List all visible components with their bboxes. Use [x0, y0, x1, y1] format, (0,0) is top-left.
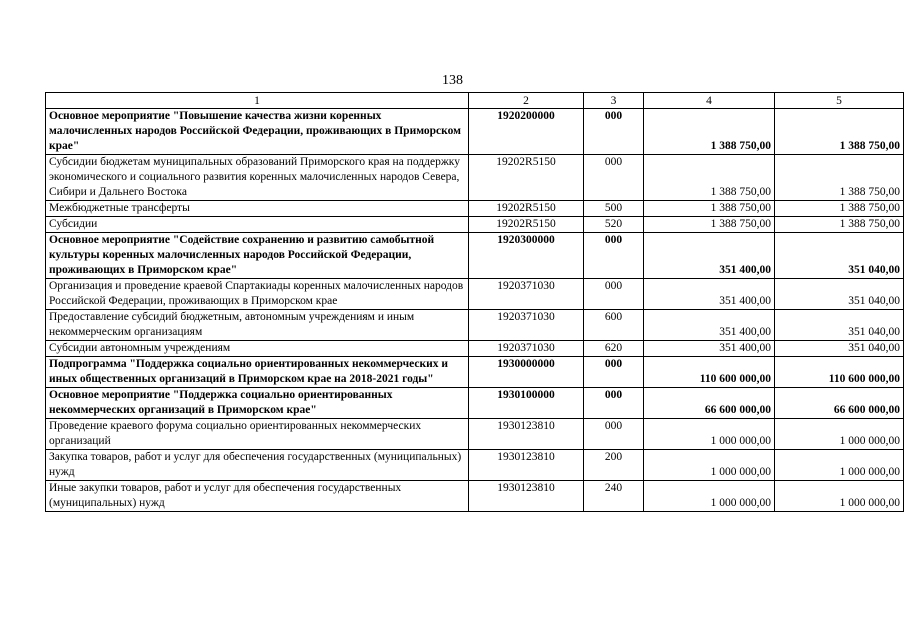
row-name: Иные закупки товаров, работ и услуг для обеспечения государственных (муниципальных) нужд [46, 481, 469, 512]
row-amount-2: 1 000 000,00 [775, 450, 904, 481]
row-type: 520 [584, 217, 644, 233]
row-amount-2: 110 600 000,00 [775, 357, 904, 388]
row-code: 19202R5150 [469, 155, 584, 201]
row-amount-2: 351 040,00 [775, 233, 904, 279]
table-row [46, 341, 904, 357]
row-amount-1: 1 000 000,00 [644, 450, 775, 481]
row-type: 000 [584, 233, 644, 279]
row-amount-1: 1 000 000,00 [644, 419, 775, 450]
row-amount-2: 1 000 000,00 [775, 481, 904, 512]
table-row [46, 481, 904, 512]
row-amount-1: 1 388 750,00 [644, 155, 775, 201]
row-code: 1920200000 [469, 109, 584, 155]
table-row [46, 201, 904, 217]
row-code: 1930123810 [469, 419, 584, 450]
row-name: Основное мероприятие "Содействие сохранению и развитию самобытной культуры коренных малочисленных народов Российской Федерации, проживающих в Приморском крае" [46, 233, 469, 279]
row-code: 1920371030 [469, 310, 584, 341]
table-row [46, 109, 904, 155]
row-amount-2: 1 000 000,00 [775, 419, 904, 450]
table-row [46, 310, 904, 341]
row-name: Предоставление субсидий бюджетным, автономным учреждениям и иным некоммерческим организациям [46, 310, 469, 341]
row-amount-1: 66 600 000,00 [644, 388, 775, 419]
row-type: 620 [584, 341, 644, 357]
row-name: Основное мероприятие "Повышение качества жизни коренных малочисленных народов Российской Федерации, проживающих в Приморском крае" [46, 109, 469, 155]
budget-table [45, 92, 904, 512]
row-code: 19202R5150 [469, 217, 584, 233]
row-amount-1: 1 388 750,00 [644, 109, 775, 155]
row-amount-2: 351 040,00 [775, 341, 904, 357]
page-number: 138 [442, 73, 463, 88]
row-amount-1: 1 388 750,00 [644, 217, 775, 233]
column-header-type: 3 [584, 93, 644, 109]
row-type: 000 [584, 419, 644, 450]
column-header-name: 1 [46, 93, 469, 109]
row-name: Закупка товаров, работ и услуг для обеспечения государственных (муниципальных) нужд [46, 450, 469, 481]
header-row [46, 93, 904, 109]
row-amount-2: 1 388 750,00 [775, 201, 904, 217]
column-header-code: 2 [469, 93, 584, 109]
row-amount-2: 1 388 750,00 [775, 217, 904, 233]
table-row [46, 217, 904, 233]
row-code: 1930123810 [469, 450, 584, 481]
row-name: Подпрограмма "Поддержка социально ориентированных некоммерческих и иных общественных организаций в Приморском крае на 2018-2021 годы" [46, 357, 469, 388]
column-header-amount-2: 5 [775, 93, 904, 109]
row-code: 1930000000 [469, 357, 584, 388]
row-name: Субсидии автономным учреждениям [46, 341, 469, 357]
row-code: 1920300000 [469, 233, 584, 279]
row-type: 000 [584, 279, 644, 310]
row-amount-2: 66 600 000,00 [775, 388, 904, 419]
row-code: 1930123810 [469, 481, 584, 512]
row-type: 600 [584, 310, 644, 341]
row-type: 000 [584, 388, 644, 419]
row-amount-1: 351 400,00 [644, 279, 775, 310]
row-amount-1: 351 400,00 [644, 341, 775, 357]
row-amount-2: 1 388 750,00 [775, 109, 904, 155]
row-amount-1: 110 600 000,00 [644, 357, 775, 388]
row-code: 1920371030 [469, 341, 584, 357]
row-name: Основное мероприятие "Поддержка социально ориентированных некоммерческих организаций в Приморском крае" [46, 388, 469, 419]
row-amount-2: 1 388 750,00 [775, 155, 904, 201]
row-amount-1: 351 400,00 [644, 233, 775, 279]
row-amount-1: 1 388 750,00 [644, 201, 775, 217]
row-name: Организация и проведение краевой Спартакиады коренных малочисленных народов Российской Федерации, проживающих в Приморском крае [46, 279, 469, 310]
row-amount-2: 351 040,00 [775, 279, 904, 310]
row-code: 19202R5150 [469, 201, 584, 217]
row-code: 1920371030 [469, 279, 584, 310]
table-row [46, 357, 904, 388]
row-name: Субсидии [46, 217, 469, 233]
row-code: 1930100000 [469, 388, 584, 419]
table-row [46, 155, 904, 201]
row-type: 000 [584, 357, 644, 388]
row-name: Субсидии бюджетам муниципальных образований Приморского края на поддержку экономического и социального развития коренных малочисленных народов Севера, Сибири и Дальнего Востока [46, 155, 469, 201]
table-row [46, 450, 904, 481]
row-type: 000 [584, 155, 644, 201]
row-name: Проведение краевого форума социально ориентированных некоммерческих организаций [46, 419, 469, 450]
table-row [46, 419, 904, 450]
row-amount-1: 351 400,00 [644, 310, 775, 341]
row-amount-1: 1 000 000,00 [644, 481, 775, 512]
table-row [46, 279, 904, 310]
row-type: 000 [584, 109, 644, 155]
table-row [46, 233, 904, 279]
column-header-amount-1: 4 [644, 93, 775, 109]
row-type: 240 [584, 481, 644, 512]
row-type: 200 [584, 450, 644, 481]
row-name: Межбюджетные трансферты [46, 201, 469, 217]
row-type: 500 [584, 201, 644, 217]
table-row [46, 388, 904, 419]
row-amount-2: 351 040,00 [775, 310, 904, 341]
